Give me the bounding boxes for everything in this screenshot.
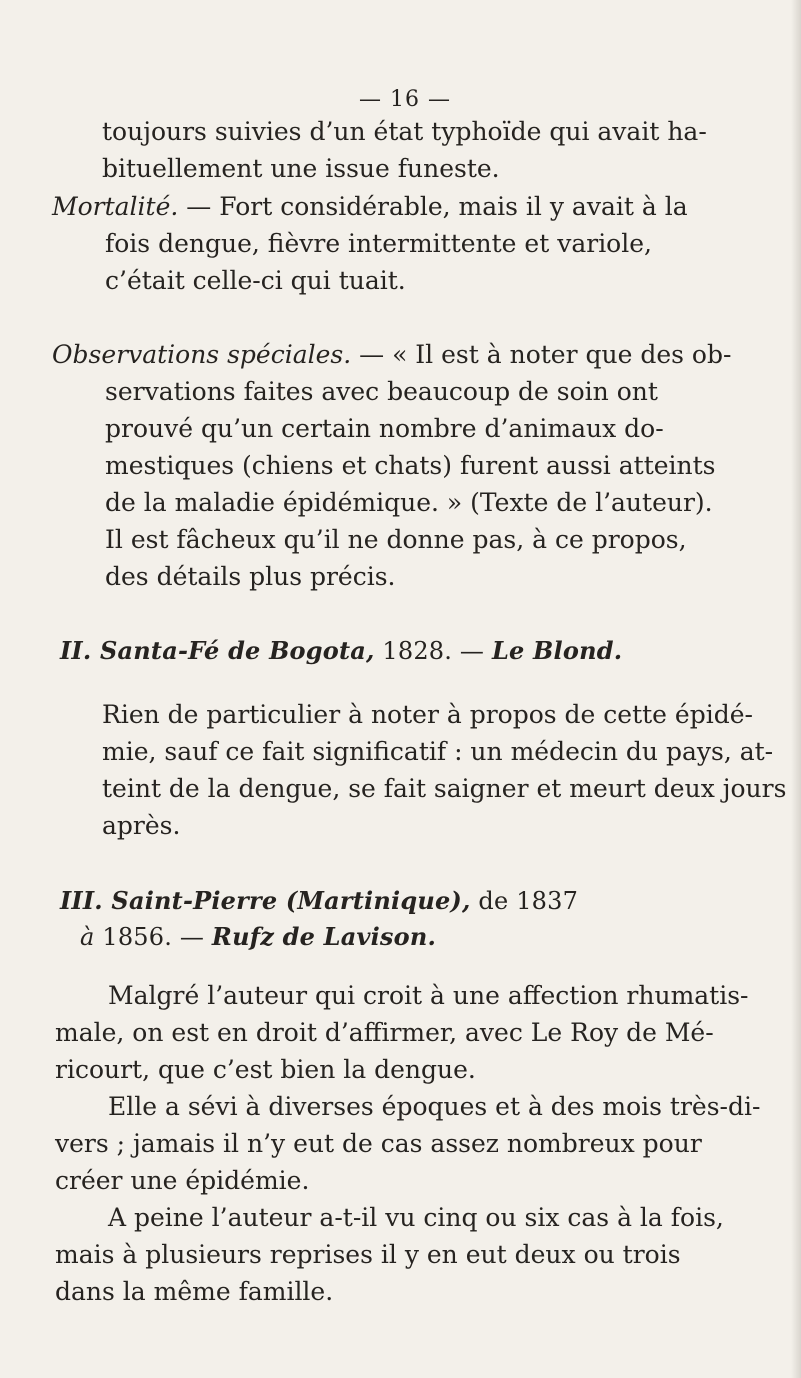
- heading-author: Le Blond.: [491, 636, 623, 665]
- text-line: male, on est en droit d’affirmer, avec Le Roy de Mé-: [55, 1018, 714, 1047]
- mortalite-label: Mortalité.: [52, 192, 179, 221]
- text-line: mais à plusieurs reprises il y en eut deux ou trois: [55, 1240, 681, 1269]
- text-line: après.: [102, 811, 181, 840]
- text-line: mestiques (chiens et chats) furent aussi atteints: [105, 451, 716, 480]
- heading-roman: III.: [60, 886, 103, 915]
- observations-label: Observations spéciales.: [52, 340, 352, 369]
- heading-place: Saint-Pierre (Martinique),: [111, 886, 471, 915]
- observations-paragraph: [52, 336, 752, 595]
- heading-a: à: [80, 923, 95, 951]
- text-line: prouvé qu’un certain nombre d’animaux do-: [105, 414, 664, 443]
- mortalite-paragraph: [52, 188, 752, 299]
- text-line: dans la même famille.: [55, 1277, 334, 1306]
- text-line: Malgré l’auteur qui croit à une affection rhumatis-: [108, 981, 749, 1010]
- continuation-paragraph: [102, 113, 748, 187]
- text-line: créer une épidémie.: [55, 1166, 310, 1195]
- text-line: teint de la dengue, se fait saigner et meurt deux jours: [102, 774, 787, 803]
- observations-intro: — « Il est à noter que des ob-: [351, 340, 732, 369]
- text-line: Rien de particulier à noter à propos de cette épidé-: [102, 700, 753, 729]
- text-line: c’était celle-ci qui tuait.: [105, 266, 406, 295]
- paragraph-iii: [55, 977, 761, 1310]
- section-heading-iii-continued: [60, 918, 740, 956]
- mortalite-first-line: [52, 188, 752, 225]
- section-heading-iii: [60, 882, 720, 920]
- text-line: servations faites avec beaucoup de soin ont: [105, 377, 658, 406]
- section-heading-ii: [60, 632, 720, 670]
- text-line: Il est fâcheux qu’il ne donne pas, à ce propos,: [105, 525, 687, 554]
- paragraph-ii: [102, 696, 787, 844]
- observations-first-line: [52, 336, 752, 373]
- heading-place: Santa-Fé de Bogota,: [99, 636, 375, 665]
- text-line: ricourt, que c’est bien la dengue.: [55, 1055, 476, 1084]
- heading-year-start: 1837: [516, 887, 579, 915]
- mortalite-intro: — Fort considérable, mais il y avait à la: [178, 192, 688, 221]
- heading-date: 1828. —: [374, 637, 492, 665]
- heading-roman: II.: [60, 636, 92, 665]
- text-line: Elle a sévi à diverses époques et à des mois très-di-: [108, 1092, 761, 1121]
- text-line: toujours suivies d’un état typhoïde qui avait ha-: [102, 117, 707, 146]
- page-number: — 16 —: [359, 87, 451, 112]
- text-line: vers ; jamais il n’y eut de cas assez nombreux pour: [55, 1129, 702, 1158]
- heading-year-end: 1856. —: [94, 923, 212, 951]
- text-line: des détails plus précis.: [105, 562, 396, 591]
- text-line: bituellement une issue funeste.: [102, 154, 500, 183]
- page-edge-shadow: [791, 0, 801, 1378]
- heading-author: Rufz de Lavison.: [211, 922, 437, 951]
- text-line: mie, sauf ce fait significatif : un médecin du pays, at-: [102, 737, 774, 766]
- text-line: fois dengue, fièvre intermittente et variole,: [105, 229, 652, 258]
- heading-de: de: [470, 887, 517, 915]
- text-line: de la maladie épidémique. » (Texte de l’auteur).: [105, 488, 713, 517]
- text-line: A peine l’auteur a-t-il vu cinq ou six cas à la fois,: [108, 1203, 724, 1232]
